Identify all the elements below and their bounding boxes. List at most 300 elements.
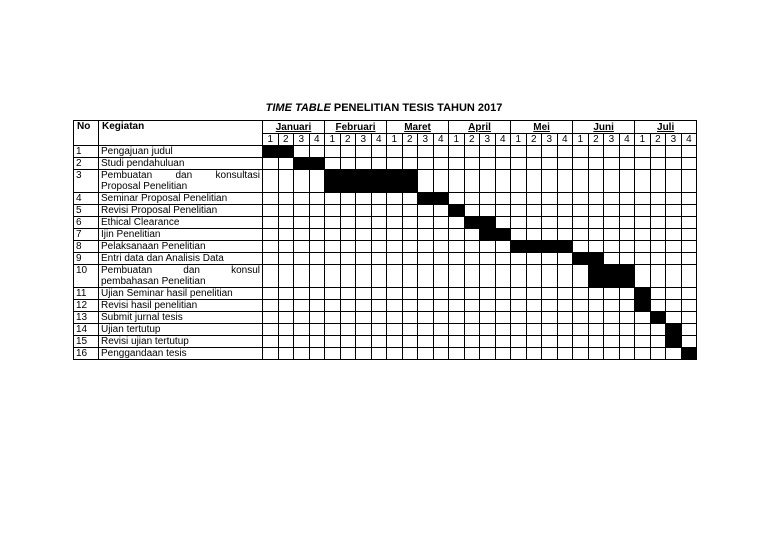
gantt-cell xyxy=(666,312,682,324)
gantt-cell xyxy=(557,205,573,217)
row-number: 9 xyxy=(74,253,99,265)
gantt-cell xyxy=(449,324,465,336)
gantt-cell xyxy=(480,288,496,300)
activity-name: Submit jurnal tesis xyxy=(99,312,263,324)
gantt-cell xyxy=(402,300,418,312)
gantt-cell xyxy=(464,265,480,288)
activity-name: Ujian Seminar hasil penelitian xyxy=(99,288,263,300)
gantt-bar-cell xyxy=(402,170,418,193)
activity-name-line2: pembahasan Penelitian xyxy=(101,276,206,287)
gantt-bar-cell xyxy=(511,241,527,253)
gantt-cell xyxy=(588,170,604,193)
gantt-cell xyxy=(557,288,573,300)
gantt-bar-cell xyxy=(480,229,496,241)
gantt-cell xyxy=(681,265,697,288)
month-header-mei: Mei xyxy=(511,121,573,134)
gantt-cell xyxy=(340,312,356,324)
gantt-cell xyxy=(526,253,542,265)
gantt-cell xyxy=(681,170,697,193)
activity-name: Revisi Proposal Penelitian xyxy=(99,205,263,217)
gantt-cell xyxy=(495,170,511,193)
gantt-cell xyxy=(542,336,558,348)
gantt-cell xyxy=(480,241,496,253)
gantt-cell xyxy=(309,300,325,312)
gantt-cell xyxy=(588,193,604,205)
gantt-cell xyxy=(480,300,496,312)
week-header: 4 xyxy=(619,134,635,146)
gantt-cell xyxy=(278,324,294,336)
gantt-cell xyxy=(387,336,403,348)
gantt-cell xyxy=(557,146,573,158)
gantt-bar-cell xyxy=(294,158,310,170)
gantt-cell xyxy=(449,229,465,241)
gantt-cell xyxy=(356,348,372,360)
gantt-cell xyxy=(294,253,310,265)
gantt-cell xyxy=(418,146,434,158)
gantt-cell xyxy=(371,158,387,170)
gantt-cell xyxy=(340,288,356,300)
gantt-cell xyxy=(356,300,372,312)
gantt-cell xyxy=(263,229,279,241)
gantt-cell xyxy=(418,348,434,360)
gantt-cell xyxy=(294,348,310,360)
row-number: 16 xyxy=(74,348,99,360)
gantt-cell xyxy=(309,205,325,217)
gantt-cell xyxy=(526,324,542,336)
activity-name: Entri data dan Analisis Data xyxy=(99,253,263,265)
week-header: 3 xyxy=(666,134,682,146)
activity-name xyxy=(99,265,263,288)
gantt-cell xyxy=(433,265,449,288)
gantt-cell xyxy=(371,253,387,265)
gantt-cell xyxy=(263,158,279,170)
gantt-cell xyxy=(418,158,434,170)
gantt-bar-cell xyxy=(464,217,480,229)
gantt-cell xyxy=(604,324,620,336)
gantt-bar-cell xyxy=(635,288,651,300)
gantt-cell xyxy=(263,265,279,288)
week-header: 1 xyxy=(511,134,527,146)
gantt-cell xyxy=(557,170,573,193)
table-row xyxy=(74,253,697,265)
gantt-cell xyxy=(681,217,697,229)
activity-name: Pengajuan judul xyxy=(99,146,263,158)
gantt-cell xyxy=(371,193,387,205)
gantt-cell xyxy=(604,288,620,300)
gantt-cell xyxy=(294,193,310,205)
gantt-cell xyxy=(480,205,496,217)
gantt-cell xyxy=(340,324,356,336)
gantt-cell xyxy=(433,241,449,253)
gantt-cell xyxy=(449,217,465,229)
gantt-cell xyxy=(526,265,542,288)
gantt-bar-cell xyxy=(325,170,341,193)
week-header: 4 xyxy=(557,134,573,146)
gantt-cell xyxy=(511,324,527,336)
gantt-cell xyxy=(650,217,666,229)
table-row xyxy=(74,229,697,241)
gantt-cell xyxy=(309,241,325,253)
row-number: 1 xyxy=(74,146,99,158)
gantt-cell xyxy=(604,158,620,170)
gantt-cell xyxy=(418,324,434,336)
gantt-cell xyxy=(495,146,511,158)
gantt-cell xyxy=(604,146,620,158)
gantt-cell xyxy=(495,193,511,205)
activity-name: Revisi hasil penelitian xyxy=(99,300,263,312)
gantt-cell xyxy=(309,348,325,360)
gantt-cell xyxy=(588,241,604,253)
gantt-cell xyxy=(573,336,589,348)
gantt-cell xyxy=(371,205,387,217)
gantt-cell xyxy=(340,300,356,312)
gantt-cell xyxy=(526,205,542,217)
gantt-cell xyxy=(340,229,356,241)
gantt-cell xyxy=(557,300,573,312)
week-header: 1 xyxy=(635,134,651,146)
gantt-cell xyxy=(557,348,573,360)
gantt-cell xyxy=(650,265,666,288)
gantt-cell xyxy=(294,265,310,288)
gantt-bar-cell xyxy=(542,241,558,253)
gantt-cell xyxy=(635,312,651,324)
gantt-bar-cell xyxy=(588,265,604,288)
gantt-cell xyxy=(526,193,542,205)
gantt-cell xyxy=(356,217,372,229)
gantt-cell xyxy=(526,348,542,360)
gantt-cell xyxy=(263,253,279,265)
gantt-cell xyxy=(604,217,620,229)
gantt-cell xyxy=(418,229,434,241)
gantt-cell xyxy=(356,324,372,336)
gantt-cell xyxy=(387,348,403,360)
gantt-cell xyxy=(666,288,682,300)
gantt-cell xyxy=(449,158,465,170)
week-header: 2 xyxy=(650,134,666,146)
gantt-cell xyxy=(387,300,403,312)
gantt-cell xyxy=(511,158,527,170)
gantt-cell xyxy=(557,324,573,336)
gantt-cell xyxy=(325,300,341,312)
gantt-cell xyxy=(681,158,697,170)
week-header: 1 xyxy=(387,134,403,146)
gantt-cell xyxy=(464,253,480,265)
table-row xyxy=(74,336,697,348)
gantt-bar-cell xyxy=(526,241,542,253)
gantt-cell xyxy=(309,265,325,288)
gantt-cell xyxy=(588,205,604,217)
gantt-cell xyxy=(387,146,403,158)
gantt-cell xyxy=(356,241,372,253)
gantt-cell xyxy=(356,288,372,300)
week-header: 2 xyxy=(340,134,356,146)
gantt-cell xyxy=(325,241,341,253)
gantt-cell xyxy=(650,336,666,348)
gantt-cell xyxy=(387,312,403,324)
gantt-cell xyxy=(449,288,465,300)
gantt-cell xyxy=(650,241,666,253)
gantt-cell xyxy=(325,205,341,217)
gantt-cell xyxy=(294,146,310,158)
gantt-cell xyxy=(278,229,294,241)
gantt-cell xyxy=(542,158,558,170)
gantt-cell xyxy=(650,348,666,360)
gantt-cell xyxy=(573,158,589,170)
gantt-cell xyxy=(542,348,558,360)
gantt-cell xyxy=(340,158,356,170)
gantt-cell xyxy=(309,336,325,348)
gantt-cell xyxy=(511,170,527,193)
gantt-cell xyxy=(619,300,635,312)
gantt-cell xyxy=(681,253,697,265)
gantt-cell xyxy=(387,193,403,205)
gantt-cell xyxy=(573,265,589,288)
gantt-cell xyxy=(294,170,310,193)
gantt-cell xyxy=(418,170,434,193)
gantt-cell xyxy=(309,217,325,229)
gantt-cell xyxy=(635,241,651,253)
gantt-cell xyxy=(325,217,341,229)
gantt-cell xyxy=(480,348,496,360)
gantt-bar-cell xyxy=(371,170,387,193)
gantt-cell xyxy=(511,265,527,288)
gantt-cell xyxy=(402,205,418,217)
gantt-cell xyxy=(619,288,635,300)
week-header: 2 xyxy=(588,134,604,146)
gantt-cell xyxy=(309,170,325,193)
week-header: 3 xyxy=(604,134,620,146)
gantt-cell xyxy=(542,300,558,312)
gantt-cell xyxy=(371,324,387,336)
gantt-cell xyxy=(402,146,418,158)
gantt-cell xyxy=(588,300,604,312)
gantt-cell xyxy=(464,336,480,348)
gantt-cell xyxy=(650,300,666,312)
gantt-cell xyxy=(619,229,635,241)
activity-name: Revisi ujian tertutup xyxy=(99,336,263,348)
table-row xyxy=(74,205,697,217)
gantt-cell xyxy=(418,265,434,288)
gantt-cell xyxy=(309,324,325,336)
gantt-cell xyxy=(371,146,387,158)
gantt-cell xyxy=(371,217,387,229)
gantt-cell xyxy=(666,217,682,229)
gantt-cell xyxy=(356,146,372,158)
gantt-cell xyxy=(480,265,496,288)
header-row-months xyxy=(74,121,697,134)
gantt-bar-cell xyxy=(418,193,434,205)
gantt-cell xyxy=(526,158,542,170)
gantt-cell xyxy=(464,300,480,312)
table-row xyxy=(74,288,697,300)
gantt-bar-cell xyxy=(433,193,449,205)
gantt-cell xyxy=(371,300,387,312)
gantt-cell xyxy=(402,253,418,265)
gantt-cell xyxy=(681,146,697,158)
gantt-cell xyxy=(294,336,310,348)
gantt-cell xyxy=(309,146,325,158)
gantt-cell xyxy=(619,324,635,336)
gantt-cell xyxy=(480,336,496,348)
gantt-cell xyxy=(294,205,310,217)
table-row xyxy=(74,300,697,312)
gantt-cell xyxy=(418,336,434,348)
gantt-cell xyxy=(681,300,697,312)
gantt-cell xyxy=(464,288,480,300)
gantt-cell xyxy=(449,312,465,324)
week-header: 4 xyxy=(433,134,449,146)
gantt-cell xyxy=(294,300,310,312)
gantt-bar-cell xyxy=(495,229,511,241)
gantt-cell xyxy=(635,324,651,336)
gantt-cell xyxy=(402,265,418,288)
gantt-cell xyxy=(278,312,294,324)
gantt-cell xyxy=(573,170,589,193)
gantt-cell xyxy=(402,336,418,348)
gantt-cell xyxy=(635,217,651,229)
gantt-cell xyxy=(604,300,620,312)
activity-name-line1: Pembuatan dan konsultasi xyxy=(101,170,260,181)
gantt-cell xyxy=(511,205,527,217)
gantt-cell xyxy=(511,253,527,265)
gantt-cell xyxy=(433,300,449,312)
table-row xyxy=(74,158,697,170)
gantt-cell xyxy=(573,241,589,253)
gantt-cell xyxy=(325,146,341,158)
gantt-cell xyxy=(449,241,465,253)
gantt-cell xyxy=(464,158,480,170)
gantt-cell xyxy=(418,288,434,300)
gantt-cell xyxy=(356,205,372,217)
gantt-cell xyxy=(666,348,682,360)
gantt-cell xyxy=(557,193,573,205)
gantt-cell xyxy=(433,205,449,217)
gantt-cell xyxy=(402,312,418,324)
gantt-bar-cell xyxy=(681,348,697,360)
gantt-bar-cell xyxy=(666,336,682,348)
gantt-cell xyxy=(480,170,496,193)
gantt-cell xyxy=(402,324,418,336)
gantt-cell xyxy=(666,229,682,241)
gantt-cell xyxy=(573,312,589,324)
gantt-bar-cell xyxy=(387,170,403,193)
gantt-cell xyxy=(278,288,294,300)
gantt-cell xyxy=(449,146,465,158)
gantt-cell xyxy=(449,193,465,205)
gantt-cell xyxy=(371,265,387,288)
gantt-cell xyxy=(557,217,573,229)
table-row xyxy=(74,312,697,324)
week-header: 4 xyxy=(309,134,325,146)
gantt-cell xyxy=(635,265,651,288)
gantt-cell xyxy=(542,312,558,324)
gantt-cell xyxy=(635,170,651,193)
table-row xyxy=(74,170,697,193)
gantt-cell xyxy=(387,324,403,336)
gantt-cell xyxy=(278,348,294,360)
gantt-cell xyxy=(263,193,279,205)
gantt-cell xyxy=(666,193,682,205)
gantt-cell xyxy=(635,253,651,265)
gantt-cell xyxy=(387,241,403,253)
gantt-cell xyxy=(340,193,356,205)
gantt-cell xyxy=(464,146,480,158)
gantt-cell xyxy=(666,265,682,288)
gantt-cell xyxy=(511,336,527,348)
gantt-cell xyxy=(340,241,356,253)
gantt-cell xyxy=(294,324,310,336)
gantt-cell xyxy=(325,312,341,324)
week-header: 4 xyxy=(681,134,697,146)
gantt-cell xyxy=(294,229,310,241)
gantt-cell xyxy=(573,348,589,360)
gantt-cell xyxy=(495,265,511,288)
gantt-cell xyxy=(557,265,573,288)
gantt-cell xyxy=(588,229,604,241)
gantt-cell xyxy=(433,336,449,348)
gantt-cell xyxy=(480,158,496,170)
gantt-cell xyxy=(619,348,635,360)
gantt-cell xyxy=(449,348,465,360)
gantt-cell xyxy=(557,336,573,348)
week-header: 2 xyxy=(278,134,294,146)
gantt-cell xyxy=(418,300,434,312)
week-header: 3 xyxy=(542,134,558,146)
page-title xyxy=(0,101,768,115)
activity-name: Ijin Penelitian xyxy=(99,229,263,241)
gantt-cell xyxy=(278,217,294,229)
gantt-cell xyxy=(402,241,418,253)
gantt-cell xyxy=(557,229,573,241)
gantt-cell xyxy=(604,193,620,205)
gantt-cell xyxy=(294,312,310,324)
gantt-cell xyxy=(278,336,294,348)
gantt-cell xyxy=(464,193,480,205)
gantt-cell xyxy=(557,253,573,265)
gantt-cell xyxy=(278,193,294,205)
gantt-cell xyxy=(588,146,604,158)
week-header: 1 xyxy=(449,134,465,146)
gantt-bar-cell xyxy=(635,300,651,312)
gantt-cell xyxy=(418,205,434,217)
gantt-bar-cell xyxy=(263,146,279,158)
gantt-cell xyxy=(480,312,496,324)
row-number: 5 xyxy=(74,205,99,217)
gantt-bar-cell xyxy=(309,158,325,170)
gantt-cell xyxy=(325,193,341,205)
gantt-cell xyxy=(464,312,480,324)
gantt-cell xyxy=(263,300,279,312)
gantt-cell xyxy=(495,158,511,170)
gantt-bar-cell xyxy=(588,253,604,265)
gantt-cell xyxy=(464,241,480,253)
week-header: 3 xyxy=(294,134,310,146)
gantt-cell xyxy=(542,229,558,241)
gantt-cell xyxy=(464,170,480,193)
gantt-cell xyxy=(464,229,480,241)
gantt-cell xyxy=(604,336,620,348)
gantt-cell xyxy=(650,146,666,158)
week-header: 2 xyxy=(464,134,480,146)
gantt-cell xyxy=(495,288,511,300)
gantt-cell xyxy=(309,288,325,300)
gantt-cell xyxy=(433,158,449,170)
row-number: 14 xyxy=(74,324,99,336)
row-number: 15 xyxy=(74,336,99,348)
gantt-cell xyxy=(278,265,294,288)
activity-name-line1: Pembuatan dan konsul xyxy=(101,265,260,276)
gantt-cell xyxy=(635,158,651,170)
